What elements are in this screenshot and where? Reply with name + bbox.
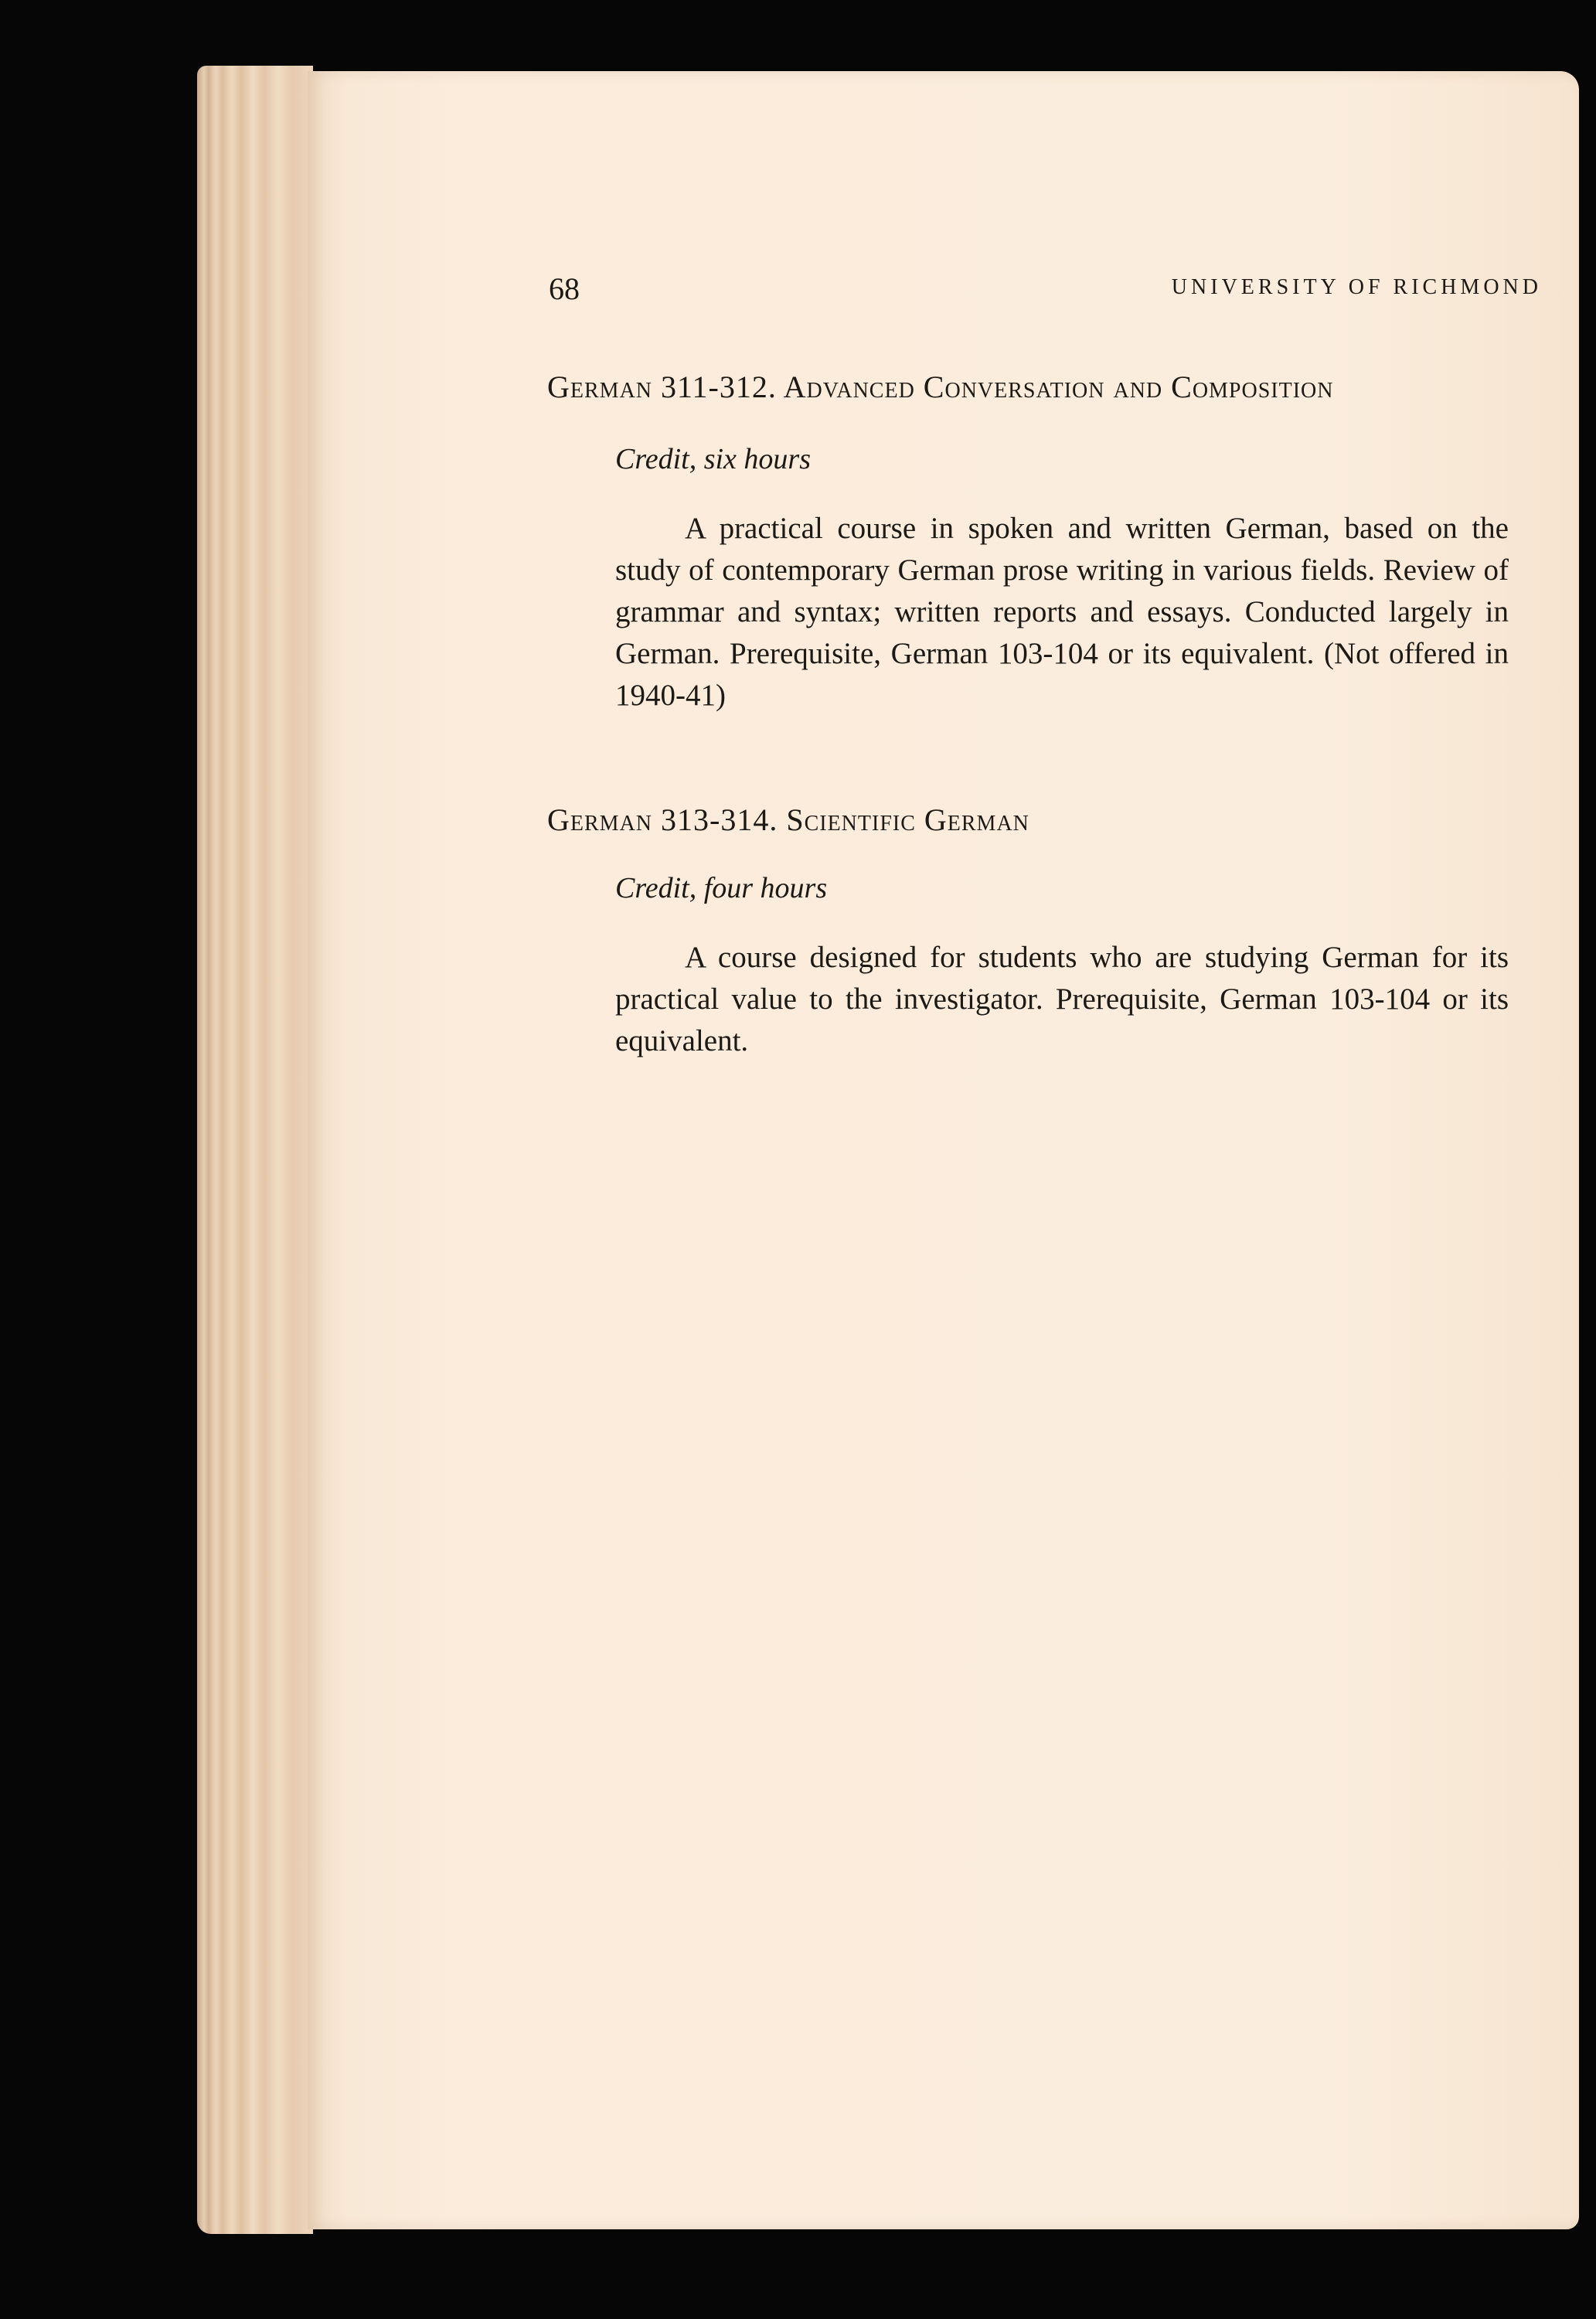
page-edges	[197, 66, 313, 2234]
course-description: A practical course in spoken and written German, based on the study of contemporary German prose writing in various fields. Review of grammar and syntax; written reports and essays. Conducted largely in German. Prerequisite, German 103-104 or its equivalent. (Not offered in 1940-41)	[615, 512, 1509, 712]
course-description: A course designed for students who are studying German for its practical value to the investigator. Prerequisite, German 103-104 or its equivalent.	[615, 941, 1509, 1057]
page-number: 68	[549, 271, 580, 306]
course-heading: German 311-312. Advanced Conversation and Composition	[547, 369, 1334, 404]
book-page	[308, 71, 1579, 2229]
course-heading: German 313-314. Scientific German	[547, 802, 1029, 837]
running-head: UNIVERSITY OF RICHMOND	[1171, 275, 1542, 299]
course-credit: Credit, four hours	[615, 872, 828, 904]
course-credit: Credit, six hours	[615, 443, 811, 475]
